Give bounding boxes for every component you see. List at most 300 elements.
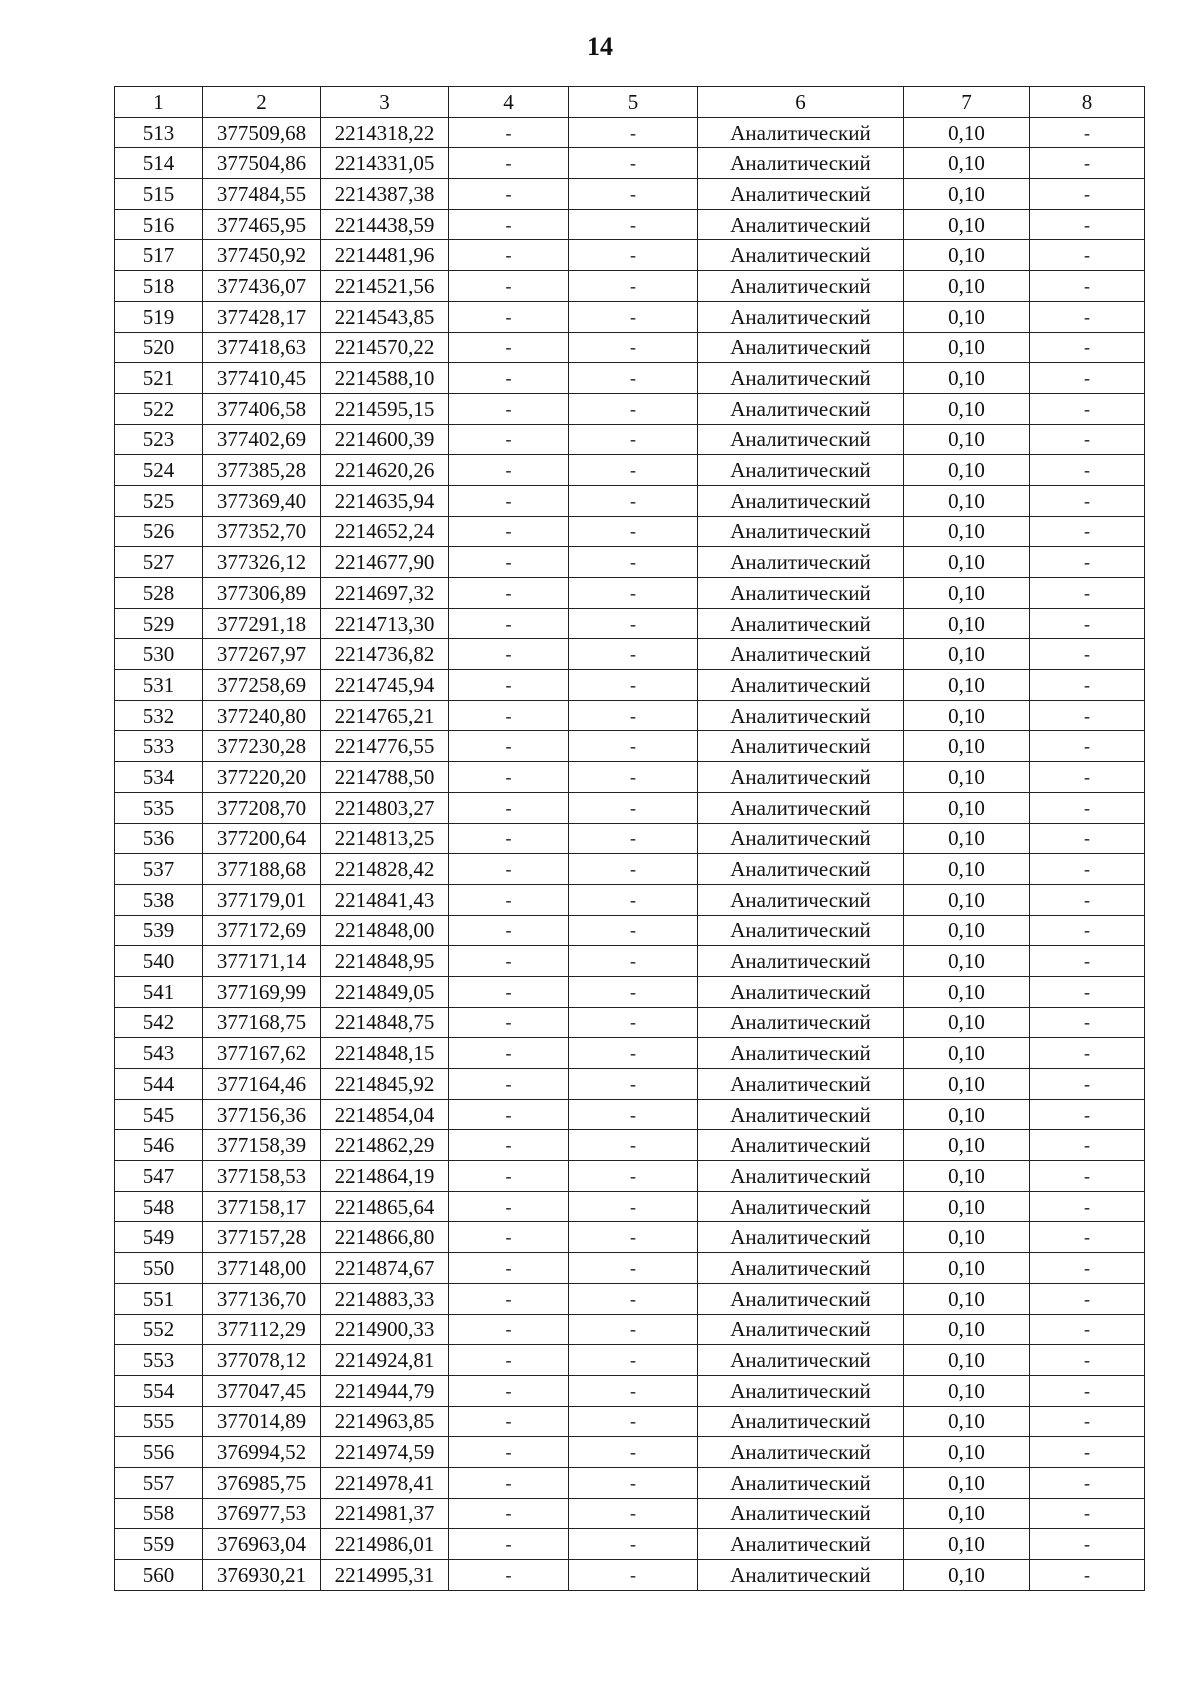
cell-col-4: - bbox=[449, 516, 569, 547]
cell-accuracy: 0,10 bbox=[904, 1345, 1030, 1376]
header-cell-7: 7 bbox=[904, 87, 1030, 118]
cell-method: Аналитический bbox=[698, 1191, 904, 1222]
cell-col-4: - bbox=[449, 1467, 569, 1498]
cell-accuracy: 0,10 bbox=[904, 1130, 1030, 1161]
table-row bbox=[115, 1345, 1145, 1376]
cell-y-coordinate: 2214828,42 bbox=[321, 854, 449, 885]
cell-col-4: - bbox=[449, 1253, 569, 1284]
cell-point-number: 554 bbox=[115, 1375, 203, 1406]
cell-col-5: - bbox=[569, 1314, 698, 1345]
cell-col-4: - bbox=[449, 1529, 569, 1560]
cell-y-coordinate: 2214438,59 bbox=[321, 209, 449, 240]
cell-y-coordinate: 2214736,82 bbox=[321, 639, 449, 670]
cell-col-5: - bbox=[569, 485, 698, 516]
cell-method: Аналитический bbox=[698, 179, 904, 210]
cell-x-coordinate: 377179,01 bbox=[203, 884, 321, 915]
header-row bbox=[115, 87, 1145, 118]
cell-accuracy: 0,10 bbox=[904, 1253, 1030, 1284]
table-row bbox=[115, 1314, 1145, 1345]
cell-y-coordinate: 2214978,41 bbox=[321, 1467, 449, 1498]
cell-point-number: 528 bbox=[115, 578, 203, 609]
cell-x-coordinate: 376930,21 bbox=[203, 1560, 321, 1591]
cell-x-coordinate: 377158,39 bbox=[203, 1130, 321, 1161]
cell-col-5: - bbox=[569, 670, 698, 701]
cell-col-5: - bbox=[569, 731, 698, 762]
cell-y-coordinate: 2214848,95 bbox=[321, 946, 449, 977]
cell-y-coordinate: 2214521,56 bbox=[321, 271, 449, 302]
cell-col-5: - bbox=[569, 1345, 698, 1376]
cell-col-5: - bbox=[569, 884, 698, 915]
cell-y-coordinate: 2214570,22 bbox=[321, 332, 449, 363]
cell-method: Аналитический bbox=[698, 792, 904, 823]
cell-point-number: 547 bbox=[115, 1161, 203, 1192]
cell-x-coordinate: 377188,68 bbox=[203, 854, 321, 885]
cell-point-number: 521 bbox=[115, 363, 203, 394]
cell-method: Аналитический bbox=[698, 547, 904, 578]
cell-col-8: - bbox=[1030, 1161, 1145, 1192]
cell-y-coordinate: 2214848,15 bbox=[321, 1038, 449, 1069]
cell-point-number: 520 bbox=[115, 332, 203, 363]
cell-x-coordinate: 377306,89 bbox=[203, 578, 321, 609]
cell-col-4: - bbox=[449, 1314, 569, 1345]
cell-col-8: - bbox=[1030, 639, 1145, 670]
cell-x-coordinate: 377078,12 bbox=[203, 1345, 321, 1376]
cell-x-coordinate: 377450,92 bbox=[203, 240, 321, 271]
header-cell-5: 5 bbox=[569, 87, 698, 118]
cell-col-4: - bbox=[449, 179, 569, 210]
cell-accuracy: 0,10 bbox=[904, 1529, 1030, 1560]
cell-y-coordinate: 2214813,25 bbox=[321, 823, 449, 854]
cell-y-coordinate: 2214864,19 bbox=[321, 1161, 449, 1192]
cell-y-coordinate: 2214874,67 bbox=[321, 1253, 449, 1284]
cell-col-5: - bbox=[569, 915, 698, 946]
cell-col-5: - bbox=[569, 209, 698, 240]
table-row bbox=[115, 1375, 1145, 1406]
cell-col-5: - bbox=[569, 271, 698, 302]
table-row bbox=[115, 424, 1145, 455]
cell-x-coordinate: 377326,12 bbox=[203, 547, 321, 578]
cell-col-4: - bbox=[449, 485, 569, 516]
table-row bbox=[115, 700, 1145, 731]
cell-col-8: - bbox=[1030, 976, 1145, 1007]
cell-method: Аналитический bbox=[698, 1130, 904, 1161]
cell-x-coordinate: 377291,18 bbox=[203, 608, 321, 639]
table-row bbox=[115, 608, 1145, 639]
cell-col-8: - bbox=[1030, 301, 1145, 332]
cell-y-coordinate: 2214543,85 bbox=[321, 301, 449, 332]
cell-point-number: 517 bbox=[115, 240, 203, 271]
table-row bbox=[115, 179, 1145, 210]
cell-col-5: - bbox=[569, 1069, 698, 1100]
cell-col-4: - bbox=[449, 1130, 569, 1161]
cell-x-coordinate: 377164,46 bbox=[203, 1069, 321, 1100]
cell-col-8: - bbox=[1030, 1191, 1145, 1222]
cell-accuracy: 0,10 bbox=[904, 854, 1030, 885]
cell-method: Аналитический bbox=[698, 1406, 904, 1437]
cell-x-coordinate: 377158,17 bbox=[203, 1191, 321, 1222]
cell-method: Аналитический bbox=[698, 1467, 904, 1498]
cell-accuracy: 0,10 bbox=[904, 1283, 1030, 1314]
table-row bbox=[115, 1560, 1145, 1591]
header-cell-6: 6 bbox=[698, 87, 904, 118]
cell-point-number: 560 bbox=[115, 1560, 203, 1591]
cell-method: Аналитический bbox=[698, 1498, 904, 1529]
cell-col-4: - bbox=[449, 1437, 569, 1468]
cell-accuracy: 0,10 bbox=[904, 271, 1030, 302]
cell-y-coordinate: 2214765,21 bbox=[321, 700, 449, 731]
table-row bbox=[115, 823, 1145, 854]
cell-col-8: - bbox=[1030, 516, 1145, 547]
cell-point-number: 542 bbox=[115, 1007, 203, 1038]
cell-y-coordinate: 2214848,75 bbox=[321, 1007, 449, 1038]
cell-col-4: - bbox=[449, 1222, 569, 1253]
cell-col-4: - bbox=[449, 209, 569, 240]
cell-x-coordinate: 377168,75 bbox=[203, 1007, 321, 1038]
cell-point-number: 550 bbox=[115, 1253, 203, 1284]
cell-col-4: - bbox=[449, 946, 569, 977]
cell-y-coordinate: 2214841,43 bbox=[321, 884, 449, 915]
cell-method: Аналитический bbox=[698, 1437, 904, 1468]
cell-col-8: - bbox=[1030, 1007, 1145, 1038]
cell-point-number: 535 bbox=[115, 792, 203, 823]
cell-col-8: - bbox=[1030, 424, 1145, 455]
table-row bbox=[115, 670, 1145, 701]
cell-x-coordinate: 377171,14 bbox=[203, 946, 321, 977]
cell-col-4: - bbox=[449, 792, 569, 823]
cell-col-4: - bbox=[449, 608, 569, 639]
cell-accuracy: 0,10 bbox=[904, 578, 1030, 609]
cell-x-coordinate: 377172,69 bbox=[203, 915, 321, 946]
table-row bbox=[115, 240, 1145, 271]
cell-x-coordinate: 377509,68 bbox=[203, 117, 321, 148]
cell-method: Аналитический bbox=[698, 884, 904, 915]
cell-point-number: 557 bbox=[115, 1467, 203, 1498]
cell-method: Аналитический bbox=[698, 1529, 904, 1560]
cell-col-4: - bbox=[449, 762, 569, 793]
table-row bbox=[115, 209, 1145, 240]
cell-col-8: - bbox=[1030, 1130, 1145, 1161]
cell-point-number: 533 bbox=[115, 731, 203, 762]
cell-x-coordinate: 377385,28 bbox=[203, 455, 321, 486]
cell-col-5: - bbox=[569, 700, 698, 731]
cell-x-coordinate: 377410,45 bbox=[203, 363, 321, 394]
table-row bbox=[115, 915, 1145, 946]
cell-y-coordinate: 2214924,81 bbox=[321, 1345, 449, 1376]
cell-point-number: 549 bbox=[115, 1222, 203, 1253]
cell-accuracy: 0,10 bbox=[904, 240, 1030, 271]
cell-accuracy: 0,10 bbox=[904, 792, 1030, 823]
header-cell-4: 4 bbox=[449, 87, 569, 118]
cell-col-8: - bbox=[1030, 485, 1145, 516]
table-row bbox=[115, 731, 1145, 762]
cell-col-4: - bbox=[449, 1560, 569, 1591]
cell-x-coordinate: 377484,55 bbox=[203, 179, 321, 210]
cell-point-number: 518 bbox=[115, 271, 203, 302]
cell-accuracy: 0,10 bbox=[904, 148, 1030, 179]
page-number: 14 bbox=[587, 32, 613, 61]
table-row bbox=[115, 1191, 1145, 1222]
cell-x-coordinate: 377436,07 bbox=[203, 271, 321, 302]
cell-accuracy: 0,10 bbox=[904, 608, 1030, 639]
cell-accuracy: 0,10 bbox=[904, 976, 1030, 1007]
cell-col-8: - bbox=[1030, 271, 1145, 302]
cell-x-coordinate: 377369,40 bbox=[203, 485, 321, 516]
cell-point-number: 545 bbox=[115, 1099, 203, 1130]
cell-col-4: - bbox=[449, 332, 569, 363]
cell-x-coordinate: 377504,86 bbox=[203, 148, 321, 179]
cell-accuracy: 0,10 bbox=[904, 209, 1030, 240]
cell-point-number: 515 bbox=[115, 179, 203, 210]
cell-y-coordinate: 2214974,59 bbox=[321, 1437, 449, 1468]
cell-col-8: - bbox=[1030, 792, 1145, 823]
cell-method: Аналитический bbox=[698, 1314, 904, 1345]
table-row bbox=[115, 117, 1145, 148]
cell-accuracy: 0,10 bbox=[904, 1314, 1030, 1345]
table-row bbox=[115, 363, 1145, 394]
cell-col-4: - bbox=[449, 700, 569, 731]
cell-y-coordinate: 2214865,64 bbox=[321, 1191, 449, 1222]
table-row bbox=[115, 1161, 1145, 1192]
cell-accuracy: 0,10 bbox=[904, 301, 1030, 332]
cell-point-number: 523 bbox=[115, 424, 203, 455]
cell-x-coordinate: 377258,69 bbox=[203, 670, 321, 701]
cell-col-5: - bbox=[569, 1038, 698, 1069]
table-row bbox=[115, 1406, 1145, 1437]
cell-col-5: - bbox=[569, 976, 698, 1007]
cell-accuracy: 0,10 bbox=[904, 1222, 1030, 1253]
cell-accuracy: 0,10 bbox=[904, 516, 1030, 547]
table-row bbox=[115, 854, 1145, 885]
table-row bbox=[115, 1467, 1145, 1498]
cell-y-coordinate: 2214595,15 bbox=[321, 393, 449, 424]
cell-accuracy: 0,10 bbox=[904, 1375, 1030, 1406]
cell-point-number: 525 bbox=[115, 485, 203, 516]
table-row bbox=[115, 792, 1145, 823]
cell-col-4: - bbox=[449, 915, 569, 946]
cell-accuracy: 0,10 bbox=[904, 1406, 1030, 1437]
cell-col-5: - bbox=[569, 1283, 698, 1314]
cell-col-8: - bbox=[1030, 1069, 1145, 1100]
cell-accuracy: 0,10 bbox=[904, 670, 1030, 701]
cell-col-8: - bbox=[1030, 700, 1145, 731]
cell-x-coordinate: 377169,99 bbox=[203, 976, 321, 1007]
cell-method: Аналитический bbox=[698, 1007, 904, 1038]
cell-method: Аналитический bbox=[698, 608, 904, 639]
cell-method: Аналитический bbox=[698, 946, 904, 977]
cell-y-coordinate: 2214588,10 bbox=[321, 363, 449, 394]
cell-col-8: - bbox=[1030, 332, 1145, 363]
cell-point-number: 531 bbox=[115, 670, 203, 701]
cell-method: Аналитический bbox=[698, 1222, 904, 1253]
cell-col-5: - bbox=[569, 547, 698, 578]
cell-col-4: - bbox=[449, 1099, 569, 1130]
cell-point-number: 516 bbox=[115, 209, 203, 240]
cell-accuracy: 0,10 bbox=[904, 946, 1030, 977]
cell-accuracy: 0,10 bbox=[904, 1467, 1030, 1498]
cell-col-4: - bbox=[449, 240, 569, 271]
cell-col-5: - bbox=[569, 1191, 698, 1222]
cell-col-8: - bbox=[1030, 1038, 1145, 1069]
cell-accuracy: 0,10 bbox=[904, 117, 1030, 148]
cell-method: Аналитический bbox=[698, 1099, 904, 1130]
cell-point-number: 519 bbox=[115, 301, 203, 332]
cell-x-coordinate: 377200,64 bbox=[203, 823, 321, 854]
cell-y-coordinate: 2214713,30 bbox=[321, 608, 449, 639]
cell-col-8: - bbox=[1030, 1437, 1145, 1468]
cell-accuracy: 0,10 bbox=[904, 1191, 1030, 1222]
header-cell-1: 1 bbox=[115, 87, 203, 118]
cell-col-8: - bbox=[1030, 578, 1145, 609]
cell-col-5: - bbox=[569, 332, 698, 363]
cell-accuracy: 0,10 bbox=[904, 485, 1030, 516]
table-row bbox=[115, 1099, 1145, 1130]
cell-col-8: - bbox=[1030, 884, 1145, 915]
table-row bbox=[115, 1069, 1145, 1100]
cell-col-4: - bbox=[449, 393, 569, 424]
cell-point-number: 558 bbox=[115, 1498, 203, 1529]
cell-col-5: - bbox=[569, 240, 698, 271]
cell-method: Аналитический bbox=[698, 670, 904, 701]
cell-method: Аналитический bbox=[698, 301, 904, 332]
cell-accuracy: 0,10 bbox=[904, 639, 1030, 670]
cell-method: Аналитический bbox=[698, 1345, 904, 1376]
cell-accuracy: 0,10 bbox=[904, 393, 1030, 424]
cell-col-4: - bbox=[449, 1191, 569, 1222]
cell-accuracy: 0,10 bbox=[904, 1560, 1030, 1591]
cell-col-4: - bbox=[449, 301, 569, 332]
table-row bbox=[115, 946, 1145, 977]
cell-x-coordinate: 377112,29 bbox=[203, 1314, 321, 1345]
table-row bbox=[115, 393, 1145, 424]
table-row bbox=[115, 271, 1145, 302]
cell-method: Аналитический bbox=[698, 516, 904, 547]
cell-col-5: - bbox=[569, 792, 698, 823]
cell-col-4: - bbox=[449, 1069, 569, 1100]
cell-col-8: - bbox=[1030, 946, 1145, 977]
cell-point-number: 544 bbox=[115, 1069, 203, 1100]
cell-y-coordinate: 2214845,92 bbox=[321, 1069, 449, 1100]
cell-col-8: - bbox=[1030, 547, 1145, 578]
table-row bbox=[115, 762, 1145, 793]
cell-method: Аналитический bbox=[698, 393, 904, 424]
cell-col-5: - bbox=[569, 1130, 698, 1161]
cell-x-coordinate: 376985,75 bbox=[203, 1467, 321, 1498]
cell-y-coordinate: 2214862,29 bbox=[321, 1130, 449, 1161]
cell-y-coordinate: 2214883,33 bbox=[321, 1283, 449, 1314]
cell-accuracy: 0,10 bbox=[904, 332, 1030, 363]
cell-x-coordinate: 377167,62 bbox=[203, 1038, 321, 1069]
cell-accuracy: 0,10 bbox=[904, 1007, 1030, 1038]
cell-x-coordinate: 377230,28 bbox=[203, 731, 321, 762]
cell-method: Аналитический bbox=[698, 1253, 904, 1284]
cell-col-8: - bbox=[1030, 148, 1145, 179]
cell-y-coordinate: 2214900,33 bbox=[321, 1314, 449, 1345]
cell-col-5: - bbox=[569, 1099, 698, 1130]
cell-point-number: 559 bbox=[115, 1529, 203, 1560]
cell-col-5: - bbox=[569, 148, 698, 179]
cell-x-coordinate: 377418,63 bbox=[203, 332, 321, 363]
table-row bbox=[115, 976, 1145, 1007]
cell-col-4: - bbox=[449, 1283, 569, 1314]
cell-col-4: - bbox=[449, 1161, 569, 1192]
cell-col-4: - bbox=[449, 1375, 569, 1406]
cell-accuracy: 0,10 bbox=[904, 363, 1030, 394]
cell-accuracy: 0,10 bbox=[904, 1498, 1030, 1529]
cell-x-coordinate: 377406,58 bbox=[203, 393, 321, 424]
cell-col-8: - bbox=[1030, 608, 1145, 639]
cell-point-number: 526 bbox=[115, 516, 203, 547]
cell-accuracy: 0,10 bbox=[904, 179, 1030, 210]
cell-col-5: - bbox=[569, 301, 698, 332]
header-cell-3: 3 bbox=[321, 87, 449, 118]
cell-method: Аналитический bbox=[698, 976, 904, 1007]
cell-col-5: - bbox=[569, 117, 698, 148]
cell-y-coordinate: 2214995,31 bbox=[321, 1560, 449, 1591]
cell-y-coordinate: 2214620,26 bbox=[321, 455, 449, 486]
cell-col-8: - bbox=[1030, 1467, 1145, 1498]
cell-y-coordinate: 2214697,32 bbox=[321, 578, 449, 609]
cell-accuracy: 0,10 bbox=[904, 547, 1030, 578]
table-row bbox=[115, 1529, 1145, 1560]
cell-accuracy: 0,10 bbox=[904, 455, 1030, 486]
cell-point-number: 529 bbox=[115, 608, 203, 639]
cell-point-number: 539 bbox=[115, 915, 203, 946]
cell-point-number: 524 bbox=[115, 455, 203, 486]
cell-col-5: - bbox=[569, 516, 698, 547]
cell-col-8: - bbox=[1030, 670, 1145, 701]
cell-col-5: - bbox=[569, 1222, 698, 1253]
cell-method: Аналитический bbox=[698, 915, 904, 946]
cell-accuracy: 0,10 bbox=[904, 1069, 1030, 1100]
cell-x-coordinate: 376994,52 bbox=[203, 1437, 321, 1468]
cell-col-4: - bbox=[449, 639, 569, 670]
cell-y-coordinate: 2214318,22 bbox=[321, 117, 449, 148]
table-row bbox=[115, 148, 1145, 179]
cell-point-number: 534 bbox=[115, 762, 203, 793]
cell-col-5: - bbox=[569, 424, 698, 455]
cell-accuracy: 0,10 bbox=[904, 1161, 1030, 1192]
cell-col-8: - bbox=[1030, 1222, 1145, 1253]
cell-col-4: - bbox=[449, 670, 569, 701]
cell-point-number: 552 bbox=[115, 1314, 203, 1345]
cell-x-coordinate: 377136,70 bbox=[203, 1283, 321, 1314]
cell-x-coordinate: 377158,53 bbox=[203, 1161, 321, 1192]
cell-col-4: - bbox=[449, 455, 569, 486]
cell-method: Аналитический bbox=[698, 209, 904, 240]
cell-method: Аналитический bbox=[698, 117, 904, 148]
cell-col-5: - bbox=[569, 1007, 698, 1038]
cell-col-5: - bbox=[569, 854, 698, 885]
cell-col-8: - bbox=[1030, 1314, 1145, 1345]
cell-col-8: - bbox=[1030, 823, 1145, 854]
cell-y-coordinate: 2214677,90 bbox=[321, 547, 449, 578]
cell-col-8: - bbox=[1030, 240, 1145, 271]
cell-y-coordinate: 2214481,96 bbox=[321, 240, 449, 271]
cell-y-coordinate: 2214963,85 bbox=[321, 1406, 449, 1437]
cell-point-number: 530 bbox=[115, 639, 203, 670]
cell-y-coordinate: 2214331,05 bbox=[321, 148, 449, 179]
cell-x-coordinate: 377267,97 bbox=[203, 639, 321, 670]
cell-x-coordinate: 377208,70 bbox=[203, 792, 321, 823]
cell-col-5: - bbox=[569, 762, 698, 793]
cell-col-4: - bbox=[449, 271, 569, 302]
cell-col-4: - bbox=[449, 363, 569, 394]
cell-col-4: - bbox=[449, 976, 569, 1007]
cell-point-number: 537 bbox=[115, 854, 203, 885]
cell-col-4: - bbox=[449, 547, 569, 578]
cell-col-4: - bbox=[449, 1498, 569, 1529]
cell-col-4: - bbox=[449, 578, 569, 609]
